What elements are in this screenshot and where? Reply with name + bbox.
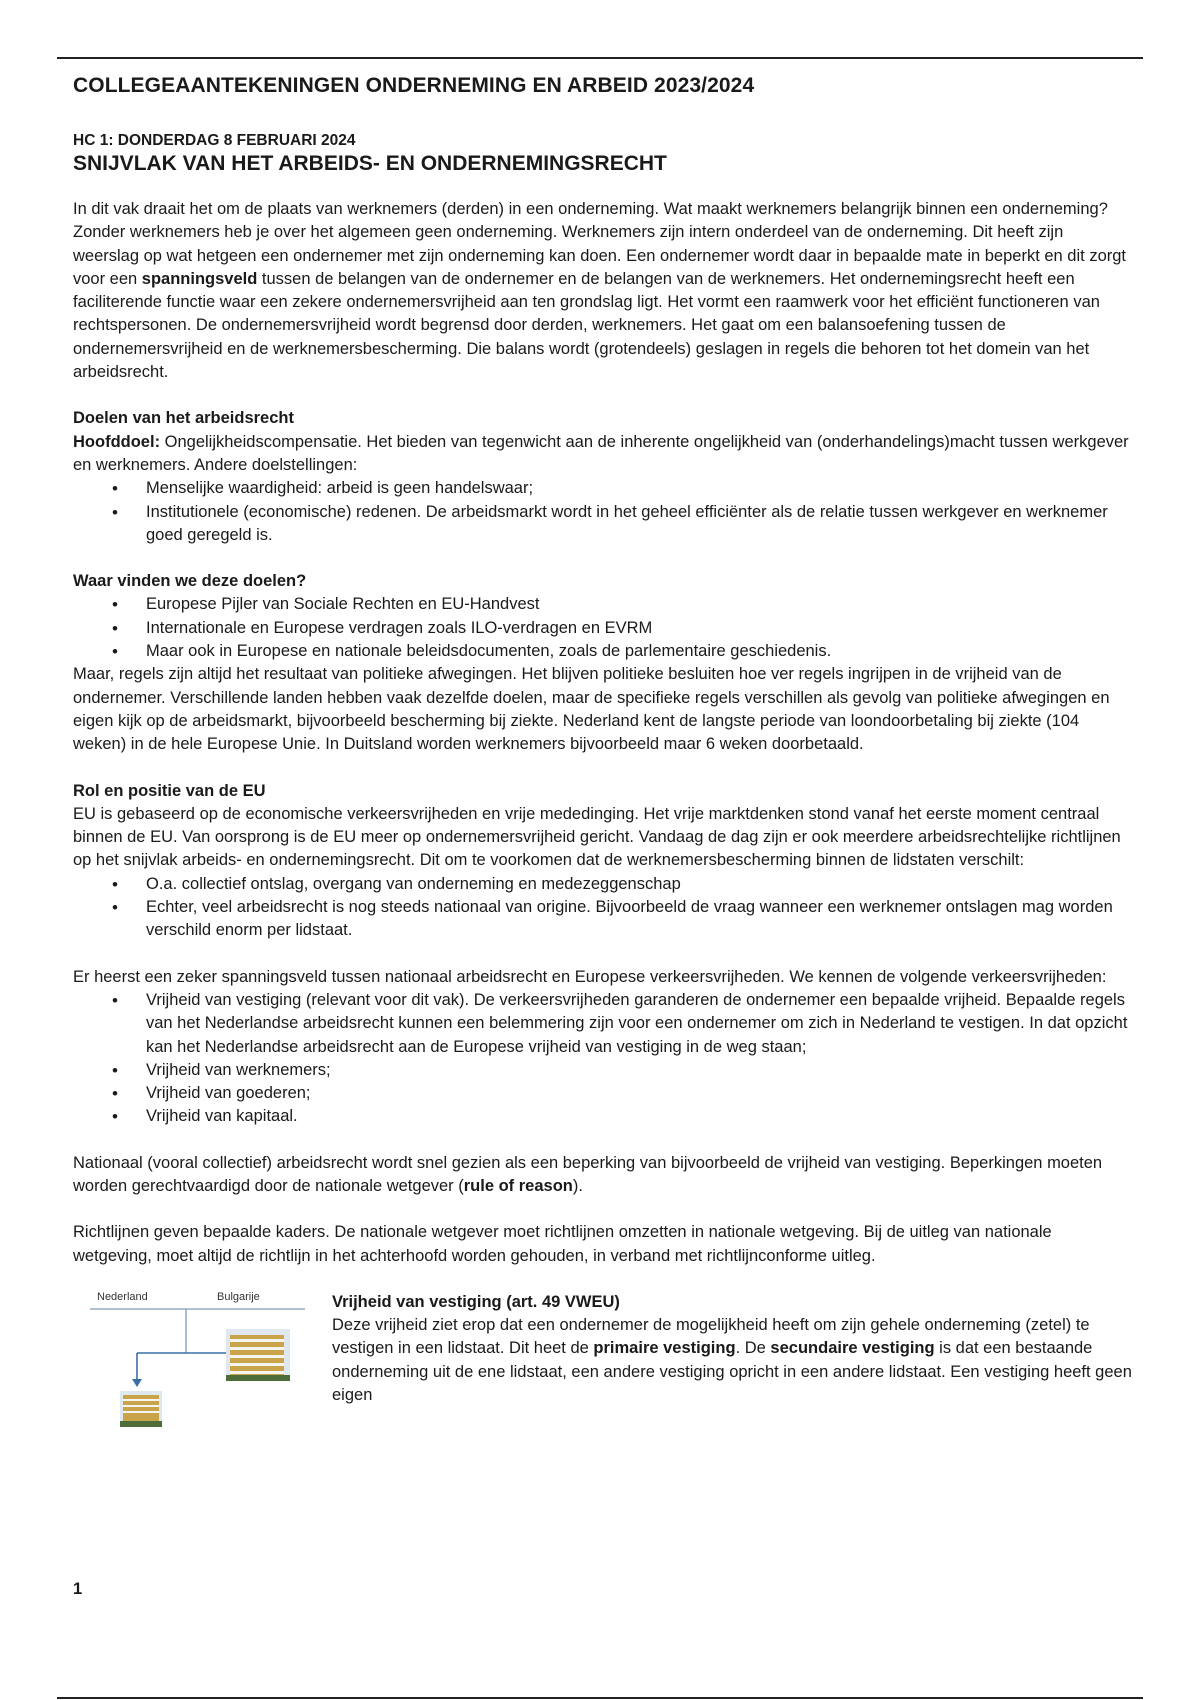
building-small-icon [120,1391,162,1427]
main-goal-paragraph: Hoofddoel: Ongelijkheidscompensatie. Het bieden van tegenwicht aan de inherente ongelijkheid van (onderhandelings)macht tussen werkgever en werknemers. Andere doelstellingen: [73,432,1129,474]
establishment-section [73,1291,1133,1441]
list-item: • Menselijke waardigheid: arbeid is geen handelswaar; [146,477,1133,500]
lecture-date: HC 1: DONDERDAG 8 FEBRUARI 2024 [73,132,356,149]
where-list [73,593,1133,663]
list-item: • O.a. collectief ontslag, overgang van onderneming en medezeggenschap [146,873,1133,896]
list-item: • Institutionele (economische) redenen. De arbeidsmarkt wordt in het geheel efficiënter als de relatie tussen werkgever en werknemer goed geregeld is. [146,501,1133,548]
bold-term: rule of reason [463,1176,573,1195]
label-bulgarije: Bulgarije [217,1290,260,1303]
section-heading: Doelen van het arbeidsrecht [73,409,294,428]
arrow-head-icon [132,1379,142,1387]
freedoms-intro: Er heerst een zeker spanningsveld tussen nationaal arbeidsrecht en Europese verkeersvrijheden. We kennen de volgende verkeersvrijheden: [73,967,1107,986]
building-large-icon [226,1329,290,1381]
directives-paragraph: Richtlijnen geven bepaalde kaders. De nationale wetgever moet richtlijnen omzetten in nationale wetgeving. Bij de uitleg van nationale wetgeving, moet altijd de richtlijn in het achterhoofd worden gehouden, in verband met richtlijnconforme uitleg. [73,1223,1052,1265]
list-item: • Europese Pijler van Sociale Rechten en EU-Handvest [146,593,1133,616]
list-item: • Internationale en Europese verdragen zoals ILO-verdragen en EVRM [146,617,1133,640]
page-number: 1 [73,1580,83,1598]
establishment-paragraph: Deze vrijheid ziet erop dat een ondernemer de mogelijkheid heeft om zijn gehele onderneming (zetel) te vestigen in een lidstaat. Dit heet de primaire vestiging. De secundaire vestiging is dat een bestaande onderneming uit de ene lidstaat, een andere vestiging opricht in een andere lidstaat. Een vestiging heeft geen eigen [332,1316,1132,1405]
bold-term: spanningsveld [141,269,258,288]
national-paragraph: Nationaal (vooral collectief) arbeidsrecht wordt snel gezien als een beperking van bijvoorbeeld de vrijheid van vestiging. Beperkingen moeten worden gerechtvaardigd door de nationale wetgever (rule of reason). [73,1153,1103,1195]
bottom-rule [57,1697,1143,1699]
eu-paragraph: EU is gebaseerd op de economische verkeersvrijheden en vrije mededinging. Het vrije marktdenken stond vanaf het eerste moment centraal binnen de EU. Van oorsprong is de EU meer op ondernemersvrijheid gericht. Vandaag de dag zijn er ook meerdere arbeidsrechtelijke richtlijnen op het snijvlak arbeids- en ondernemingsrecht. Dit om te voorkomen dat de werknemersbescherming binnen de lidstaten verschilt: [73,804,1121,870]
section-heading: Vrijheid van vestiging (art. 49 VWEU) [332,1292,620,1311]
lecture-title: SNIJVLAK VAN HET ARBEIDS- EN ONDERNEMINGSRECHT [73,152,667,175]
document-title: COLLEGEAANTEKENINGEN ONDERNEMING EN ARBEID 2023/2024 [73,74,755,97]
list-item: • Vrijheid van werknemers; [146,1059,1133,1082]
section-where [73,570,1133,756]
section-freedoms [73,966,1133,1129]
bold-term: secundaire vestiging [770,1339,935,1358]
freedoms-list [73,989,1133,1129]
section-heading: Waar vinden we deze doelen? [73,572,307,591]
politics-paragraph: Maar, regels zijn altijd het resultaat van politieke afwegingen. Het blijven politieke besluiten hoe ver regels ingrijpen in de vrijheid van de ondernemer. Verschillende landen hebben vaak dezelfde doelen, maar de specifieke regels verschillen als gevolg van politieke afwegingen en eigen kijk op de arbeidsmarkt, bijvoorbeeld bescherming bij ziekte. Nederland kent de langste periode van loondoorbetaling bij ziekte (104 weken) in de hele Europese Unie. In Duitsland worden werknemers bijvoorbeeld maar 6 weken doorbetaald. [73,665,1110,754]
list-item: • Vrijheid van kapitaal. [146,1105,1133,1128]
list-item: • Vrijheid van vestiging (relevant voor dit vak). De verkeersvrijheden garanderen de ondernemer een bepaalde vrijheid. Bepaalde regels van het Nederlandse arbeidsrecht kunnen een belemmering zijn voor een ondernemer om zich in Nederland te vestigen. In dat opzicht kan het Nederlandse arbeidsrecht aan de Europese vrijheid van vestiging in de weg staan; [146,989,1133,1059]
label-nederland: Nederland [97,1290,148,1303]
establishment-diagram [90,1291,310,1441]
list-item: • Vrijheid van goederen; [146,1082,1133,1105]
eu-list [73,873,1133,943]
intro-paragraph: In dit vak draait het om de plaats van werknemers (derden) in een onderneming. Wat maakt werknemers belangrijk binnen een onderneming? Zonder werknemers heb je over het algemeen geen onderneming. Werknemers zijn intern onderdeel van de onderneming. Dit heeft zijn weerslag op wat hetgeen een ondernemer met zijn onderneming kan doen. Een ondernemer wordt daar in bepaalde mate in beperkt en dit zorgt voor een spanningsveld tussen de belangen van de ondernemer en de belangen van de werknemers. Het ondernemingsrecht heeft een faciliterende functie waar een zekere ondernemersvrijheid aan ten grondslag ligt. Het vormt een raamwerk voor het efficiënt functioneren van rechtspersonen. De ondernemersvrijheid wordt begrensd door derden, werknemers. Het gaat om een balansoefening tussen de ondernemersvrijheid en de werknemersbescherming. Die balans wordt (grotendeels) geslagen in regels die behoren tot het domein van het arbeidsrecht. [73,200,1126,382]
establishment-text [332,1291,1132,1407]
diagram-graphic [90,1291,310,1441]
section-heading: Rol en positie van de EU [73,781,266,800]
goals-list [73,477,1133,547]
document-body [73,74,1133,1441]
top-rule [57,57,1143,59]
list-item: • Echter, veel arbeidsrecht is nog steeds nationaal van origine. Bijvoorbeeld de vraag wanneer een werknemer ontslagen mag worden verschild enorm per lidstaat. [146,896,1133,943]
section-goals [73,407,1133,547]
list-item: • Maar ook in Europese en nationale beleidsdocumenten, zoals de parlementaire geschiedenis. [146,640,1133,663]
bold-term: primaire vestiging [593,1339,736,1358]
section-eu [73,780,1133,943]
